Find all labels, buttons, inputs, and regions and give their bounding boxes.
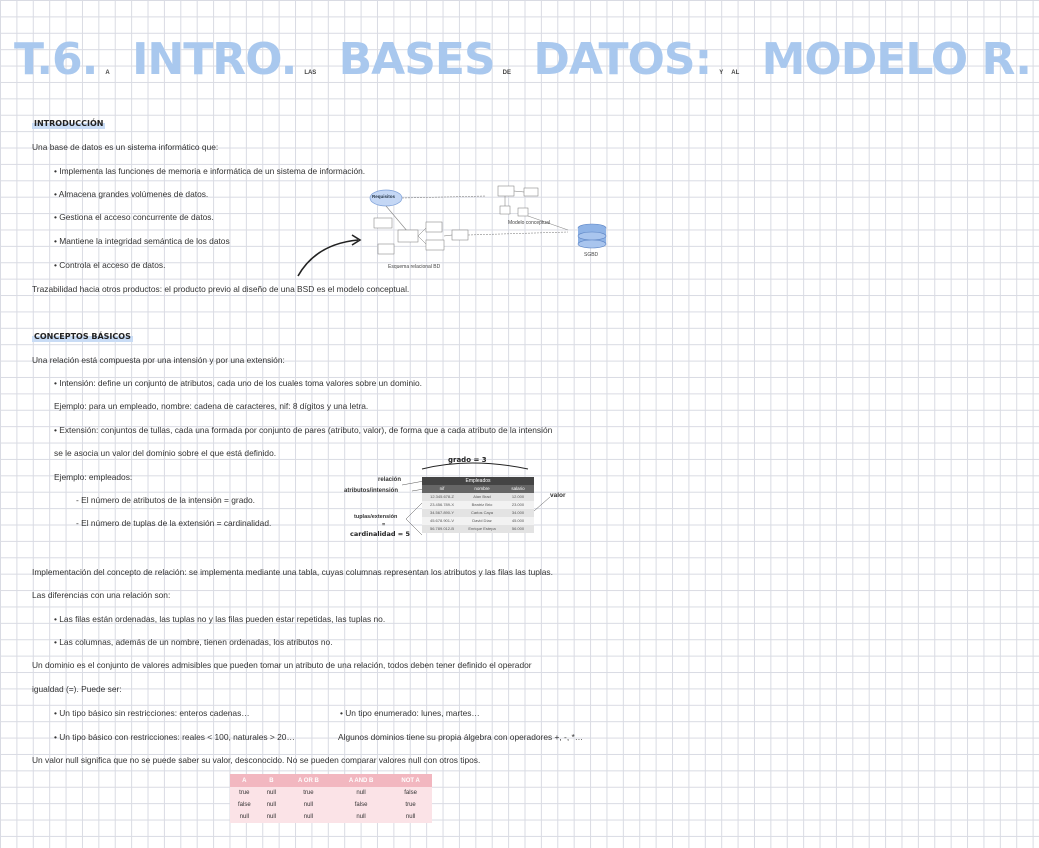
truth-table-header (230, 774, 432, 787)
domain-line: Un dominio es el conjunto de valores admisibles que pueden tomar un atributo de una relación, todos deben tener definido el operador (32, 660, 532, 670)
table-cell: false (230, 799, 259, 811)
concepts-intension: • Intensión: define un conjunto de atributos, cada uno de los cuales toma valores sobre un dominio. (54, 378, 422, 388)
impl-bullet: • Las columnas, además de un nombre, tienen ordenadas, los atributos no. (54, 637, 333, 647)
title-mini: DE (502, 70, 512, 76)
concepts-example: Ejemplo: para un empleado, nombre: cadena de caracteres, nif: 8 dígitos y una letra. (54, 401, 369, 411)
title-mini: A (105, 70, 110, 76)
title-mini: Y (719, 70, 724, 76)
table-cell: null (389, 811, 431, 823)
column-header: A OR B (284, 774, 333, 787)
column-header: A AND B (333, 774, 390, 787)
intro-bullet: • Implementa las funciones de memoria e informática de un sistema de información. (54, 166, 366, 176)
page-title (14, 32, 1039, 101)
table-cell: null (333, 811, 390, 823)
empleados-table-header (422, 485, 534, 493)
column-header: B (259, 774, 284, 787)
intro-trace: Trazabilidad hacia otros productos: el producto previo al diseño de una BSD es el modelo conceptual. (32, 284, 410, 294)
domain-line: igualdad (=). Puede ser: (32, 684, 122, 694)
title-part: BASES (338, 34, 495, 85)
table-cell: true (389, 799, 431, 811)
column-header: nombre (474, 486, 490, 491)
table-row (422, 501, 534, 509)
table-cell: Beatriz Brio (471, 502, 493, 507)
domain-bullet: • Un tipo enumerado: lunes, martes… (340, 708, 480, 718)
concepts-extension: • Extensión: conjuntos de tullas, cada una formada por conjunto de pares (atributo, valor), de forma que a cada atributo de la intensión (54, 425, 553, 435)
empleados-table (422, 477, 534, 533)
column-header: nif (439, 486, 445, 491)
curved-arrow-icon (292, 232, 368, 280)
concepts-lead: Una relación está compuesta por una intensión y por una extensión: (32, 355, 285, 365)
table-row (422, 517, 534, 525)
null-line: Un valor null significa que no se puede saber su valor, desconocido. No se pueden comparar valores null con otros tipos. (32, 755, 481, 765)
relacion-label: relación (378, 477, 402, 483)
table-cell: Alan Brad (473, 494, 491, 499)
title-part: T.6. (14, 34, 98, 85)
impl-bullet: • Las filas están ordenadas, las tuplas no y las filas pueden estar repetidas, las tuplas no. (54, 614, 386, 624)
null-truth-table (230, 774, 432, 823)
table-cell: 23.000 (511, 502, 525, 507)
table-cell: null (284, 799, 333, 811)
diagram-label-conceptual: Modelo conceptual (508, 220, 550, 226)
intro-lead: Una base de datos es un sistema informático que: (32, 142, 219, 152)
title-part: INTRO. (132, 34, 297, 85)
title-part: DATOS: (533, 34, 712, 85)
table-cell: null (230, 811, 259, 823)
table-row (230, 799, 432, 811)
table-row (422, 509, 534, 517)
column-header: A (230, 774, 259, 787)
domain-bullet: • Un tipo básico sin restricciones: enteros cadenas… (54, 708, 250, 718)
table-cell: 12.345.678-Z (430, 494, 454, 499)
concepts-example: Ejemplo: empleados: (54, 472, 133, 482)
table-row (422, 493, 534, 501)
table-cell: false (333, 799, 390, 811)
section-heading-introduccion: INTRODUCCIÓN (34, 119, 104, 128)
table-cell: 56.789.012-B (429, 526, 455, 531)
empleados-table-title: Empleados (422, 477, 534, 485)
column-header: salario (511, 486, 525, 491)
table-cell: 45.678.901-V (429, 518, 455, 523)
impl-line: Implementación del concepto de relación: se implementa mediante una tabla, cuyas columnas representan los atributos y las filas las tuplas. (32, 567, 553, 577)
table-cell: null (259, 799, 284, 811)
column-header: NOT A (389, 774, 431, 787)
concepts-grado: - El número de atributos de la intensión = grado. (76, 495, 256, 505)
intro-bullet: • Gestiona el acceso concurrente de datos. (54, 212, 214, 222)
equals-label: = (382, 522, 386, 528)
table-cell: null (284, 811, 333, 823)
table-row (422, 525, 534, 533)
table-row (230, 811, 432, 823)
domain-note: Algunos dominios tiene su propia álgebra con operadores +, -, *… (338, 732, 584, 742)
intro-bullet: • Mantiene la integridad semántica de los datos (54, 236, 230, 246)
domain-bullet: • Un tipo básico con restricciones: reales < 100, naturales > 20… (54, 732, 295, 742)
relation-figure (340, 455, 585, 545)
table-cell: true (230, 787, 259, 799)
table-cell: 12.000 (511, 494, 525, 499)
impl-line: Las diferencias con una relación son: (32, 590, 171, 600)
table-cell: true (284, 787, 333, 799)
concepts-cardinalidad: - El número de tuplas de la extensión = cardinalidad. (76, 518, 272, 528)
title-mini: AL (731, 70, 740, 76)
diagram-label-requisitos: Requisitos (372, 194, 396, 199)
grado-annotation: grado = 3 (448, 456, 487, 464)
table-cell: null (333, 787, 390, 799)
title-part: MODELO R. (761, 34, 1031, 85)
title-mini: LAS (304, 70, 317, 76)
database-design-diagram (368, 180, 618, 272)
diagram-label-relacional: Esquema relacional BD (388, 264, 441, 270)
table-cell: David Díaz (472, 518, 492, 523)
table-cell: 23.456.789-X (429, 502, 455, 507)
diagram-label-sgbd: SGBD (584, 252, 599, 258)
valor-label: valor (550, 492, 566, 499)
intro-bullet: • Controla el acceso de datos. (54, 260, 166, 270)
table-cell: null (259, 787, 284, 799)
table-cell: null (259, 811, 284, 823)
table-cell: 34.000 (511, 510, 525, 515)
concepts-extension-cont: se le asocia un valor del dominio sobre el que está definido. (54, 448, 277, 458)
table-cell: Carlos Caya (470, 510, 493, 515)
table-cell: false (389, 787, 431, 799)
cardinalidad-label: cardinalidad = 5 (350, 530, 410, 538)
table-cell: 45.000 (511, 518, 525, 523)
atributos-label: atributos/intensión (344, 488, 398, 494)
section-heading-conceptos: CONCEPTOS BÁSICOS (34, 332, 131, 341)
tuplas-label: tuplas/extensión (354, 514, 398, 520)
table-cell: Enrique Estepa (468, 526, 496, 531)
table-cell: 56.000 (511, 526, 525, 531)
intro-bullet: • Almacena grandes volúmenes de datos. (54, 189, 209, 199)
table-row (230, 787, 432, 799)
table-cell: 34.567.890-Y (429, 510, 455, 515)
